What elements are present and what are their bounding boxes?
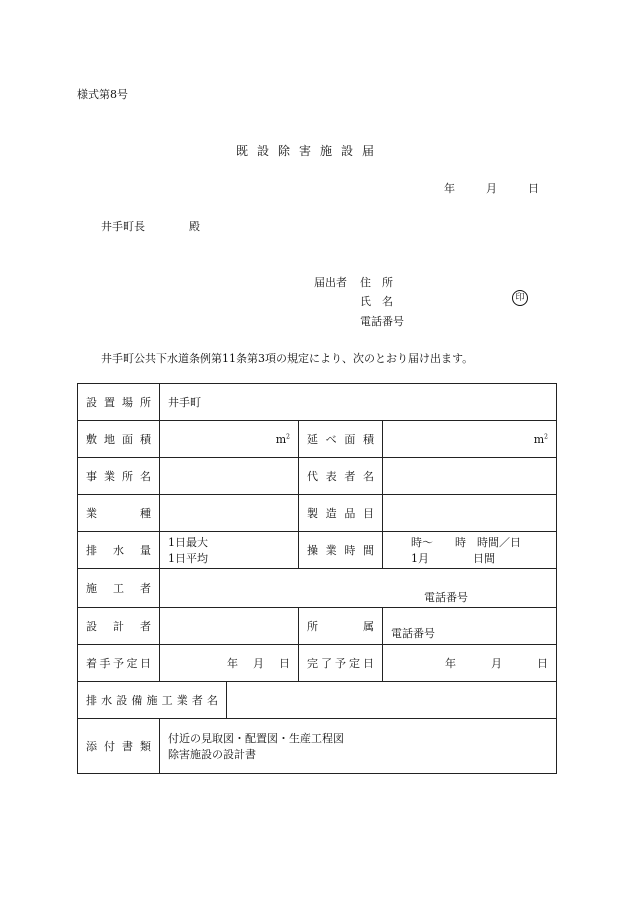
addressee-honorific: 殿 xyxy=(189,220,200,233)
value-industry[interactable] xyxy=(160,495,299,532)
end-month: 月 xyxy=(491,657,502,670)
value-designer[interactable] xyxy=(160,608,299,645)
affiliation-phone-label: 電話番号 xyxy=(391,627,435,640)
value-site-area[interactable]: $m^2$ xyxy=(160,421,299,458)
builder-phone-label: 電話番号 xyxy=(424,591,468,604)
label-end-date: 完了予定日 xyxy=(299,645,383,682)
row-industry xyxy=(78,495,557,532)
label-operation: 操業時間 xyxy=(299,532,383,569)
applicant-name-label: 氏 名 xyxy=(360,295,393,308)
document-title: 既設除害施設届 xyxy=(236,144,384,158)
label-attachments: 添付書類 xyxy=(78,719,160,774)
start-month: 月 xyxy=(253,657,264,670)
row-discharge xyxy=(78,532,557,569)
seal-mark: 印 xyxy=(512,290,528,306)
row-office xyxy=(78,458,557,495)
applicant-address-label: 住 所 xyxy=(360,276,393,289)
operation-days: 1月 日間 xyxy=(411,552,495,565)
value-contractor[interactable] xyxy=(227,682,557,719)
value-builder[interactable] xyxy=(160,569,557,608)
value-affiliation[interactable] xyxy=(383,608,557,645)
unit-floor-area: m xyxy=(533,432,545,446)
value-start-date[interactable] xyxy=(160,645,299,682)
form-table xyxy=(77,383,557,774)
value-discharge[interactable] xyxy=(160,532,299,569)
row-location xyxy=(78,384,557,421)
label-contractor: 排水設備施工業者名 xyxy=(78,682,227,719)
value-office-name[interactable] xyxy=(160,458,299,495)
start-day: 日 xyxy=(279,657,290,670)
label-builder: 施工者 xyxy=(78,569,160,608)
label-floor-area: 延べ面積 xyxy=(299,421,383,458)
value-representative[interactable] xyxy=(383,458,557,495)
applicant-label: 届出者 xyxy=(314,276,347,289)
date-month: 月 xyxy=(486,182,497,195)
value-floor-area[interactable]: $m^2$ xyxy=(383,421,557,458)
end-day: 日 xyxy=(537,657,548,670)
row-contractor xyxy=(78,682,557,719)
row-designer xyxy=(78,608,557,645)
operation-hours: 時～ 時 時間／日 xyxy=(411,536,521,549)
row-dates xyxy=(78,645,557,682)
start-year: 年 xyxy=(227,657,238,670)
row-builder xyxy=(78,569,557,608)
value-attachments[interactable] xyxy=(160,719,557,774)
intro-text: 井手町公共下水道条例第11条第3項の規定により、次のとおり届け出ます。 xyxy=(101,352,474,365)
addressee-name: 井手町長 xyxy=(101,220,145,233)
value-location[interactable]: 井手町 xyxy=(160,384,557,421)
applicant-phone-label: 電話番号 xyxy=(360,315,404,328)
label-discharge: 排水量 xyxy=(78,532,160,569)
discharge-avg: 1日平均 xyxy=(168,552,208,565)
attachment-line-2: 除害施設の設計書 xyxy=(168,748,256,761)
label-location: 設置場所 xyxy=(78,384,160,421)
value-products[interactable] xyxy=(383,495,557,532)
value-operation[interactable] xyxy=(383,532,557,569)
label-products: 製造品目 xyxy=(299,495,383,532)
value-end-date[interactable] xyxy=(383,645,557,682)
label-affiliation: 所属 xyxy=(299,608,383,645)
label-site-area: 敷地面積 xyxy=(78,421,160,458)
label-industry: 業 種 xyxy=(78,495,160,532)
discharge-max: 1日最大 xyxy=(168,536,208,549)
unit-site-area: m xyxy=(275,432,287,446)
row-area xyxy=(78,421,557,458)
addressee xyxy=(101,218,200,234)
date-line xyxy=(444,180,539,196)
attachment-line-1: 付近の見取図・配置図・生産工程図 xyxy=(168,732,344,745)
label-office-name: 事業所名 xyxy=(78,458,160,495)
label-designer: 設計者 xyxy=(78,608,160,645)
date-year: 年 xyxy=(444,182,455,195)
label-representative: 代表者名 xyxy=(299,458,383,495)
end-year: 年 xyxy=(445,657,456,670)
form-number: 様式第8号 xyxy=(77,88,128,101)
label-start-date: 着手予定日 xyxy=(78,645,160,682)
row-attachments xyxy=(78,719,557,774)
date-day: 日 xyxy=(528,182,539,195)
